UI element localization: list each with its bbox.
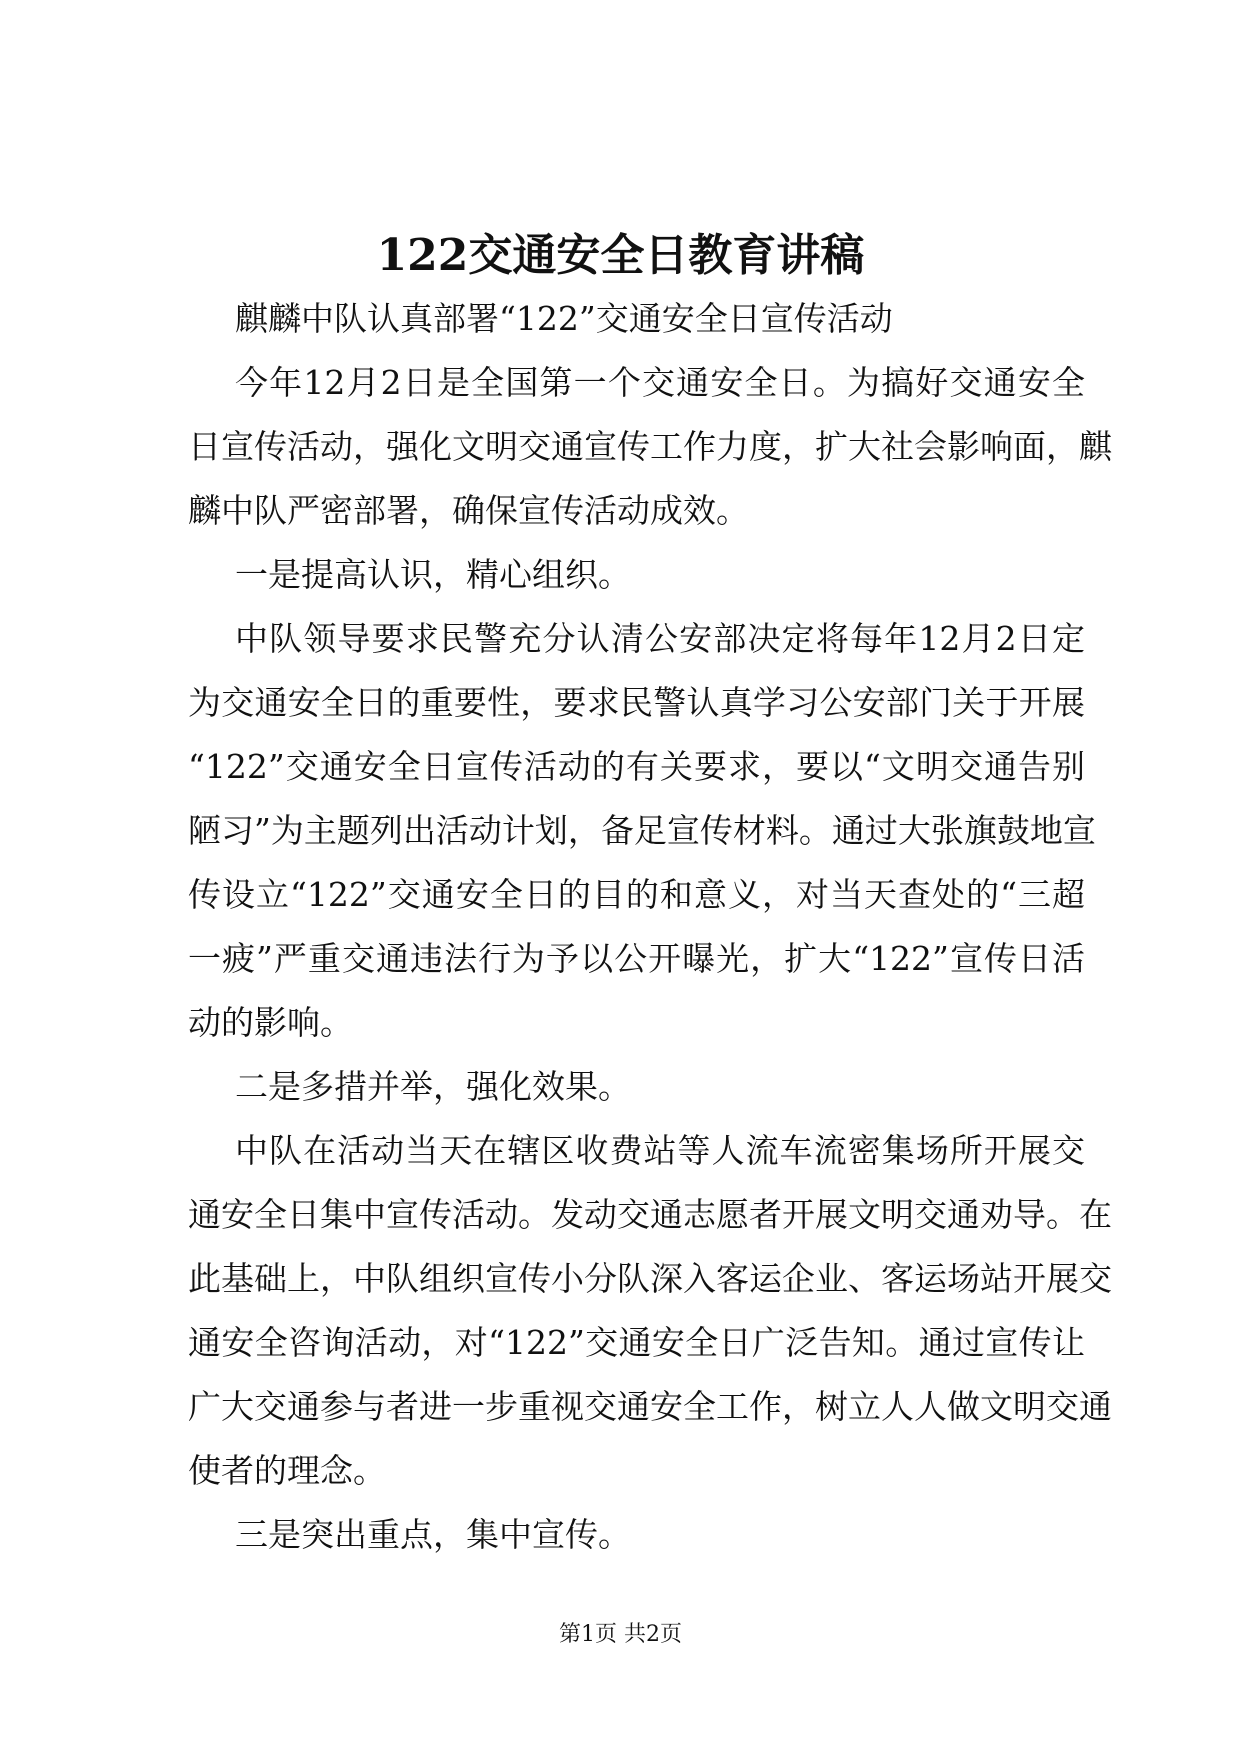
paragraph-line: 一疲”严重交通违法行为予以公开曝光，扩大“122”宣传日活 [188, 939, 1085, 978]
paragraph-line: 今年12月2日是全国第一个交通安全日。为搞好交通安全 [235, 363, 1085, 402]
paragraph [188, 1119, 1112, 1503]
paragraph-line: 动的影响。 [188, 1003, 353, 1042]
paragraph-line: 为交通安全日的重要性，要求民警认真学习公安部门关于开展 [188, 683, 1085, 722]
paragraph-line: “122”交通安全日宣传活动的有关要求，要以“文明交通告别 [188, 747, 1085, 786]
paragraph [188, 543, 1085, 607]
paragraph-line: 此基础上，中队组织宣传小分队深入客运企业、客运场站开展交 [188, 1259, 1112, 1298]
paragraph-line: 中队领导要求民警充分认清公安部决定将每年12月2日定 [235, 619, 1085, 658]
paragraph-line: 传设立“122”交通安全日的目的和意义，对当天查处的“三超 [188, 875, 1085, 914]
paragraph-line: 一是提高认识，精心组织。 [235, 555, 631, 594]
paragraph-line: 通安全咨询活动，对“122”交通安全日广泛告知。通过宣传让 [188, 1323, 1085, 1362]
document-body [188, 287, 1112, 1567]
paragraph [188, 1055, 1085, 1119]
document-title: 122交通安全日教育讲稿 [376, 230, 865, 281]
paragraph [188, 607, 1096, 1055]
paragraph-line: 中队在活动当天在辖区收费站等人流车流密集场所开展交 [235, 1131, 1085, 1170]
paragraph-line: 二是多措并举，强化效果。 [235, 1067, 631, 1106]
paragraph-line: 麒麟中队认真部署“122”交通安全日宣传活动 [235, 299, 893, 338]
page-footer: 第1页 共2页 [559, 1622, 682, 1647]
paragraph [188, 351, 1112, 543]
paragraph-line: 三是突出重点，集中宣传。 [235, 1515, 631, 1554]
paragraph-line: 通安全日集中宣传活动。发动交通志愿者开展文明交通劝导。在 [188, 1195, 1112, 1234]
paragraph-line: 日宣传活动，强化文明交通宣传工作力度，扩大社会影响面，麒 [188, 427, 1112, 466]
paragraph-line: 陋习”为主题列出活动计划，备足宣传材料。通过大张旗鼓地宣 [188, 811, 1096, 850]
paragraph-line: 使者的理念。 [188, 1451, 386, 1490]
paragraph-line: 广大交通参与者进一步重视交通安全工作，树立人人做文明交通 [188, 1387, 1112, 1426]
paragraph [188, 1503, 1085, 1567]
paragraph [188, 287, 1085, 351]
paragraph-line: 麟中队严密部署，确保宣传活动成效。 [188, 491, 749, 530]
